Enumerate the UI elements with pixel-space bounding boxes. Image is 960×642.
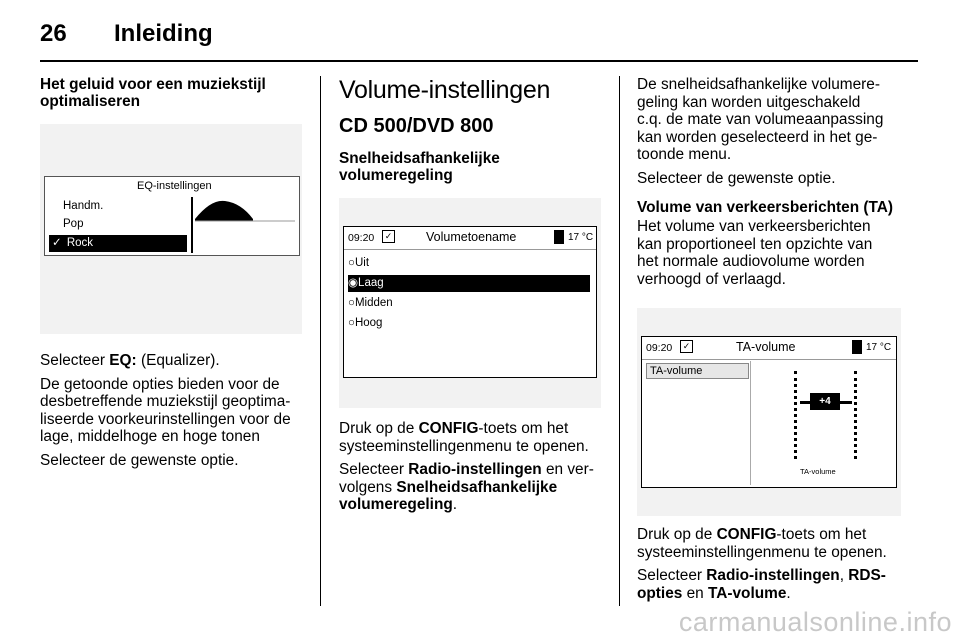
bold-text: Radio-instellingen [706,567,840,584]
text-line: lage, middelhoge en hoge tonen [40,428,260,445]
text-line: het normale audiovolume worden [637,253,865,270]
text-line: c.q. de mate van volumeaanpassing [637,111,884,128]
thermometer-icon [852,340,862,354]
option-label: Pop [63,218,84,230]
text-line: toonde menu. [637,146,732,163]
thermometer-icon [554,230,564,244]
dotted-scale-right [854,371,857,459]
option-hoog[interactable] [348,315,590,332]
text: -toets om het [478,420,569,437]
text-line: geling kan worden uitgeschakeld [637,93,861,111]
radio-icon: ○ [348,317,355,329]
bold-text: opties [637,584,683,602]
text: Selecteer [339,461,409,478]
text-line: systeeminstellingenmenu te openen. [339,437,589,455]
text: en ver- [541,461,594,478]
paragraph: Selecteer de gewenste optie. [637,169,836,187]
panel-divider [750,361,751,485]
bold-text: volumeregeling [339,496,453,513]
text: en [682,584,708,602]
clock: 09:20 [646,342,673,354]
text: . [452,496,458,513]
column-2 [339,76,601,514]
dotted-scale-left [794,371,797,459]
paragraph [637,76,907,164]
paragraph [637,218,907,288]
text: Selecteer [637,567,707,584]
text: Druk op de [637,526,717,543]
clock: 09:20 [348,232,375,244]
option-label: Uit [354,257,370,269]
eq-divider [191,197,193,253]
paragraph [637,526,907,561]
check-icon: ✓ [52,237,62,249]
eq-screen [44,176,300,256]
text-line: Snelheidsafhankelijke [339,150,500,167]
eq-option-rock[interactable] [49,235,187,252]
paragraph [40,352,302,370]
text: Selecteer [40,352,110,369]
text: (Equalizer). [136,352,220,369]
option-midden[interactable] [348,295,590,312]
text-line: kan proportioneel ten opzichte van [637,235,873,253]
text: Druk op de [339,420,419,437]
option-uit[interactable] [348,255,590,272]
section-title: Volume-instellingen [339,76,551,104]
temperature: 17 °C [568,232,594,243]
text-line: systeeminstellingenmenu te openen. [637,543,887,561]
radio-icon: ○ [348,257,355,269]
paragraph [637,567,907,602]
radio-icon: ○ [348,297,355,309]
watermark: carmanualsonline.info [678,607,952,637]
text-line: Het volume van verkeersberichten [637,218,871,235]
subsection-heading: Volume van verkeersberichten (TA) [637,199,894,216]
text-line: liseerde voorkeurinstellingen voor de [40,410,291,428]
eq-screenshot [40,124,302,334]
page-header [40,18,920,58]
subsection-heading [339,150,601,184]
temperature: 17 °C [866,342,892,353]
text-line: kan worden geselecteerd in het ge- [637,128,878,146]
ta-volume-screenshot [637,308,901,516]
eq-option-handm[interactable] [49,198,189,215]
slider-value: +4 [810,393,840,410]
page-number: 26 [40,20,67,47]
section-heading: Het geluid voor een muziekstijl optimaliseren [40,76,266,110]
option-label: Handm. [63,200,104,212]
refresh-icon: ✓ [680,340,693,353]
bold-text: EQ: [109,352,137,369]
status-bar [344,227,596,250]
option-label: Laag [358,277,384,289]
text: volgens [339,478,397,496]
text: -toets om het [776,526,867,543]
menu-item-ta-volume[interactable] [646,363,749,379]
option-label: Hoog [354,317,383,329]
paragraph [40,376,302,446]
paragraph: Selecteer de gewenste optie. [40,451,239,469]
bold-text: CONFIG [418,420,479,437]
text-line: verhoogd of verlaagd. [637,270,786,288]
ta-volume-screen [641,336,897,488]
screen-title: TA-volume [736,340,796,354]
slider-caption: TA-volume [800,467,836,476]
column-divider-2 [619,76,620,606]
column-3 [637,76,907,602]
status-bar [642,337,896,360]
screen-title: EQ-instellingen [137,180,212,192]
text-line: De snelheidsafhankelijke volumere- [637,76,880,93]
menu-item-label: TA-volume [650,365,703,377]
paragraph [339,461,601,514]
bold-text: CONFIG [716,526,777,543]
refresh-icon: ✓ [382,230,395,243]
text: . [786,584,791,602]
chapter-title: Inleiding [114,20,213,47]
column-1 [40,76,302,469]
screen-title: Volumetoename [426,230,517,244]
radio-selected-icon: ◉ [348,277,359,289]
paragraph [339,420,601,455]
eq-curve [195,197,295,253]
volume-screenshot [339,198,601,408]
option-label: Rock [66,237,94,249]
volume-screen [343,226,597,378]
volume-slider[interactable] [790,371,860,461]
header-rule [40,60,918,62]
column-divider-1 [320,76,321,606]
text-line: De getoonde opties bieden voor de [40,375,280,393]
bold-text: Radio-instellingen [408,461,542,478]
bold-text: Snelheidsafhankelijke [396,478,558,496]
bold-text: TA-volume [708,584,787,602]
bold-text: RDS- [848,567,886,584]
option-label: Midden [354,297,393,309]
text: , [839,567,849,584]
text-line: volumeregeling [339,167,453,184]
section-subtitle: CD 500/DVD 800 [339,115,494,137]
eq-option-pop[interactable] [49,216,189,233]
text-line: desbetreffende muziekstijl geoptima- [40,393,291,410]
option-laag[interactable] [348,275,590,292]
